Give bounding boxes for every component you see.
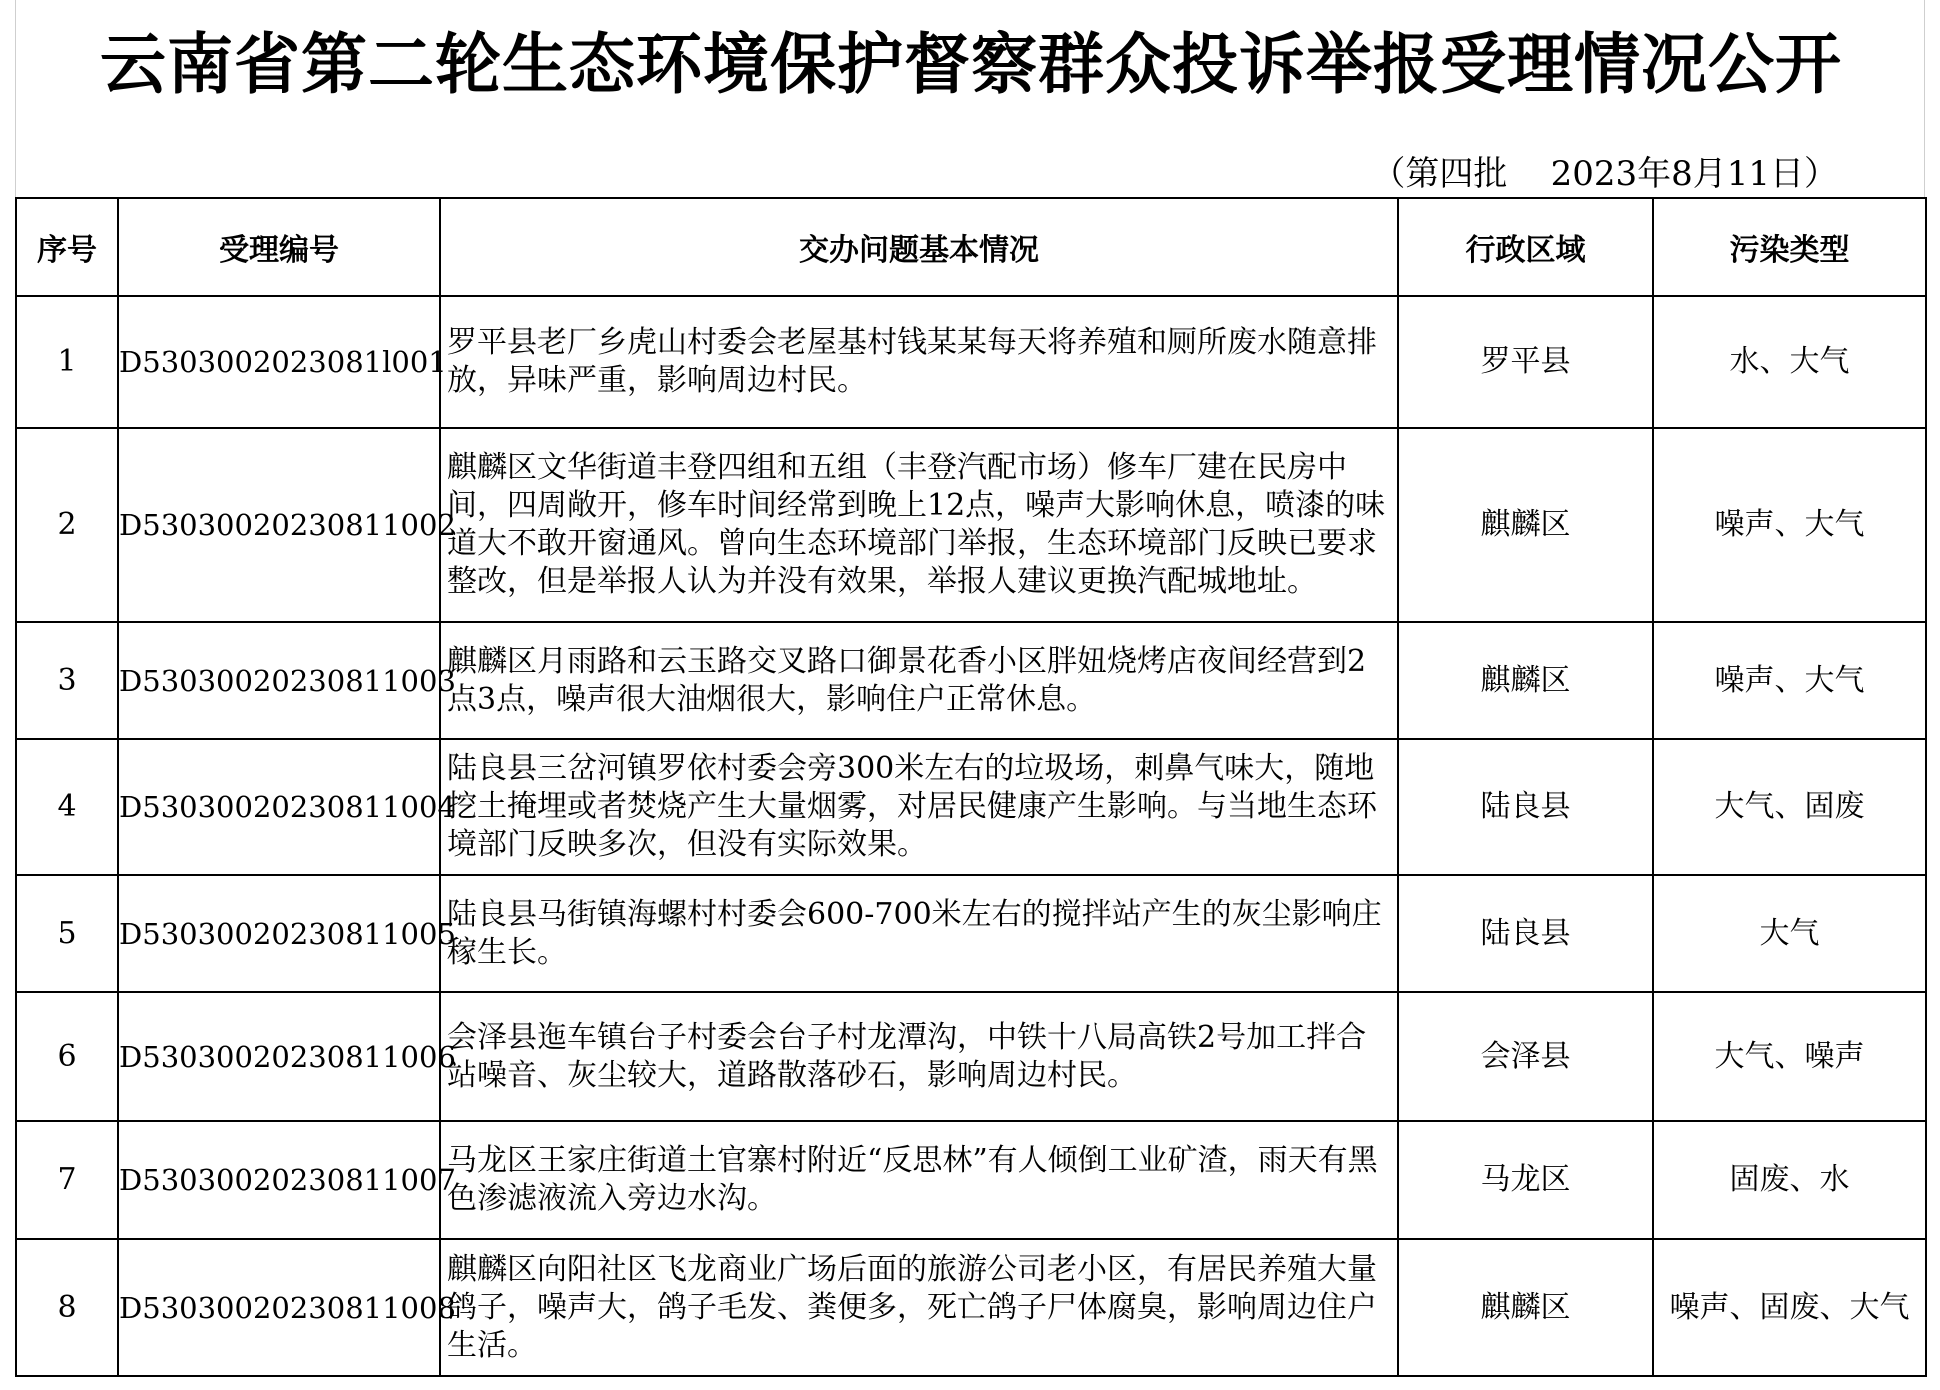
complaint-table [15, 197, 1927, 1377]
pollution-type: 大气 [1653, 875, 1926, 992]
case-code: D53030020230811004 [118, 739, 440, 875]
table-row [16, 296, 1926, 428]
batch-date: （第四批 2023年8月11日） [1371, 154, 1838, 194]
pollution-type: 大气、噪声 [1653, 992, 1926, 1121]
case-code: D53030020230811008 [118, 1239, 440, 1376]
row-number: 6 [16, 992, 118, 1121]
case-description: 麒麟区文华街道丰登四组和五组（丰登汽配市场）修车厂建在民房中间，四周敞开，修车时间经常到晚上12点，噪声大影响休息，喷漆的味道大不敢开窗通风。曾向生态环境部门举报，生态环境部门反映已要求整改，但是举报人认为并没有效果，举报人建议更换汽配城地址。 [440, 428, 1398, 622]
table-row [16, 1121, 1926, 1239]
pollution-type: 噪声、固废、大气 [1653, 1239, 1926, 1376]
region: 马龙区 [1398, 1121, 1653, 1239]
region: 会泽县 [1398, 992, 1653, 1121]
title-area [15, 0, 1925, 197]
table-row [16, 622, 1926, 739]
page-title: 云南省第二轮生态环境保护督察群众投诉举报受理情况公开 [100, 25, 1842, 103]
column-header-no: 序号 [16, 198, 118, 296]
region: 陆良县 [1398, 739, 1653, 875]
region: 罗平县 [1398, 296, 1653, 428]
column-header-desc: 交办问题基本情况 [440, 198, 1398, 296]
pollution-type: 水、大气 [1653, 296, 1926, 428]
row-number: 5 [16, 875, 118, 992]
case-code: D53030020230811007 [118, 1121, 440, 1239]
row-number: 8 [16, 1239, 118, 1376]
column-header-type: 污染类型 [1653, 198, 1926, 296]
row-number: 2 [16, 428, 118, 622]
case-code: D53030020230811002 [118, 428, 440, 622]
case-code: D53030020230811006 [118, 992, 440, 1121]
row-number: 1 [16, 296, 118, 428]
pollution-type: 噪声、大气 [1653, 622, 1926, 739]
region: 麒麟区 [1398, 1239, 1653, 1376]
region: 麒麟区 [1398, 428, 1653, 622]
case-description: 陆良县马街镇海螺村村委会600-700米左右的搅拌站产生的灰尘影响庄稼生长。 [440, 875, 1398, 992]
case-code: D53030020230811005 [118, 875, 440, 992]
row-number: 7 [16, 1121, 118, 1239]
region: 麒麟区 [1398, 622, 1653, 739]
region: 陆良县 [1398, 875, 1653, 992]
table-row [16, 428, 1926, 622]
pollution-type: 固废、水 [1653, 1121, 1926, 1239]
table-row [16, 1239, 1926, 1376]
case-description: 马龙区王家庄街道土官寨村附近“反思林”有人倾倒工业矿渣，雨天有黑色渗滤液流入旁边水沟。 [440, 1121, 1398, 1239]
case-description: 麒麟区向阳社区飞龙商业广场后面的旅游公司老小区，有居民养殖大量鸽子，噪声大，鸽子毛发、粪便多，死亡鸽子尸体腐臭，影响周边住户生活。 [440, 1239, 1398, 1376]
notice-sheet [15, 0, 1925, 1376]
case-code: D53030020230811003 [118, 622, 440, 739]
pollution-type: 大气、固废 [1653, 739, 1926, 875]
row-number: 3 [16, 622, 118, 739]
table-header-row [16, 198, 1926, 296]
pollution-type: 噪声、大气 [1653, 428, 1926, 622]
case-description: 会泽县迤车镇台子村委会台子村龙潭沟，中铁十八局高铁2号加工拌合站噪音、灰尘较大，道路散落砂石，影响周边村民。 [440, 992, 1398, 1121]
case-description: 麒麟区月雨路和云玉路交叉路口御景花香小区胖妞烧烤店夜间经营到2点3点，噪声很大油烟很大，影响住户正常休息。 [440, 622, 1398, 739]
table-row [16, 875, 1926, 992]
column-header-code: 受理编号 [118, 198, 440, 296]
case-code: D5303002023081l001 [118, 296, 440, 428]
table-row [16, 992, 1926, 1121]
table-row [16, 739, 1926, 875]
case-description: 罗平县老厂乡虎山村委会老屋基村钱某某每天将养殖和厕所废水随意排放，异味严重，影响周边村民。 [440, 296, 1398, 428]
case-description: 陆良县三岔河镇罗依村委会旁300米左右的垃圾场，刺鼻气味大，随地挖土掩埋或者焚烧产生大量烟雾，对居民健康产生影响。与当地生态环境部门反映多次，但没有实际效果。 [440, 739, 1398, 875]
column-header-region: 行政区域 [1398, 198, 1653, 296]
row-number: 4 [16, 739, 118, 875]
